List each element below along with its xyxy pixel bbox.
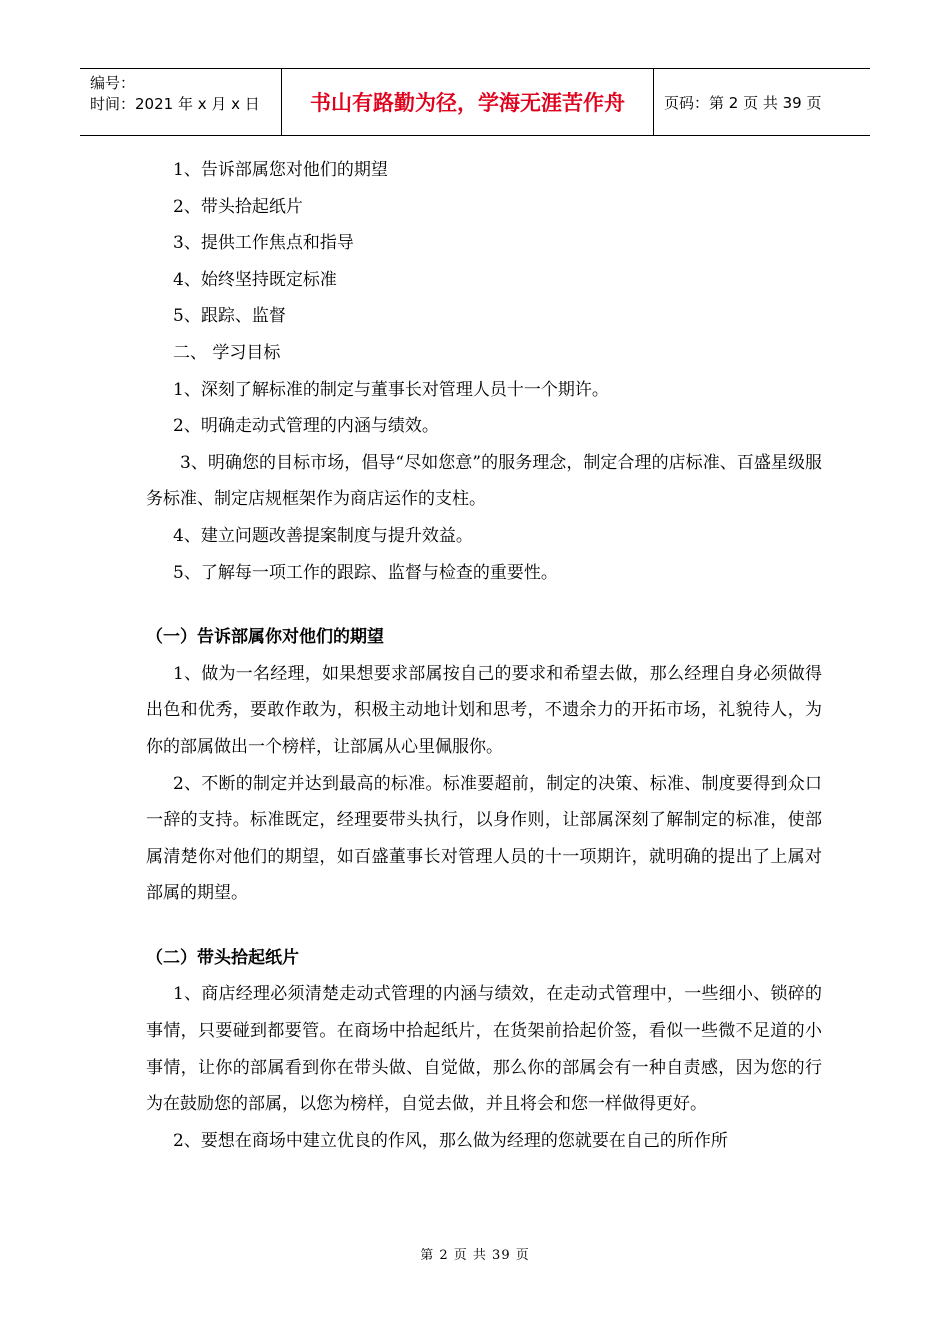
part1-title: （一）告诉部属你对他们的期望	[146, 627, 384, 648]
goal-item: 4、建立问题改善提案制度与提升效益。	[173, 525, 473, 546]
header-page-info: 页码：第 2 页 共 39 页	[664, 93, 822, 112]
list-item: 5、跟踪、监督	[173, 306, 286, 327]
list-item: 3、提供工作焦点和指导	[173, 233, 354, 254]
list-item: 1、告诉部属您对他们的期望	[173, 160, 388, 180]
goal-item: 1、深刻了解标准的制定与董事长对管理人员十一个期许。	[173, 379, 609, 400]
paragraph: 1、做为一名经理，如果想要求部属按自己的要求和希望去做，那么经理自身必须做得出色和优秀，要敢作敢为，积极主动地计划和思考，不遗余力的开拓市场，礼貌待人，为你的部属做出一个榜样，让部属从心里佩服你。	[146, 663, 822, 757]
goal-item: 3、明确您的目标市场，倡导“尽如您意”的服务理念，制定合理的店标准、百盛星级服务标准、制定店规框架作为商店运作的支柱。	[146, 452, 822, 510]
header-meta	[80, 69, 282, 135]
page-header	[80, 68, 870, 136]
section-heading: 二、 学习目标	[173, 342, 281, 363]
paragraph: 1、商店经理必须清楚走动式管理的内涵与绩效，在走动式管理中，一些细小、锁碎的事情，只要碰到都要管。在商场中拾起纸片，在货架前拾起价签，看似一些微不足道的小事情，让你的部属看到你在带头做、自觉做，那么你的部属会有一种自责感，因为您的行为在鼓励您的部属，以您为榜样，自觉去做，并且将会和您一样做得更好。	[146, 984, 822, 1115]
part2-title: （二）带头拾起纸片	[146, 947, 299, 968]
header-motto: 书山有路勤为径，学海无涯苦作舟	[282, 69, 654, 135]
goal-item: 2、明确走动式管理的内涵与绩效。	[173, 416, 439, 437]
list-item: 2、带头拾起纸片	[173, 196, 303, 217]
list-item: 4、始终坚持既定标准	[173, 269, 337, 290]
paragraph: 2、要想在商场中建立优良的作风，那么做为经理的您就要在自己的所作所	[173, 1130, 728, 1151]
number-label: 编号：	[90, 74, 136, 92]
document-body	[146, 152, 822, 1159]
time-label: 时间：2021 年 x 月 x 日	[90, 95, 260, 113]
page-footer: 第 2 页 共 39 页	[420, 1248, 530, 1263]
goal-item: 5、了解每一项工作的跟踪、监督与检查的重要性。	[173, 562, 558, 583]
paragraph: 2、不断的制定并达到最高的标准。标准要超前，制定的决策、标准、制度要得到众口一辞的支持。标准既定，经理要带头执行，以身作则，让部属深刻了解制定的标准，使部属清楚你对他们的期望，如百盛董事长对管理人员的十一项期许，就明确的提出了上属对部属的期望。	[146, 773, 822, 904]
